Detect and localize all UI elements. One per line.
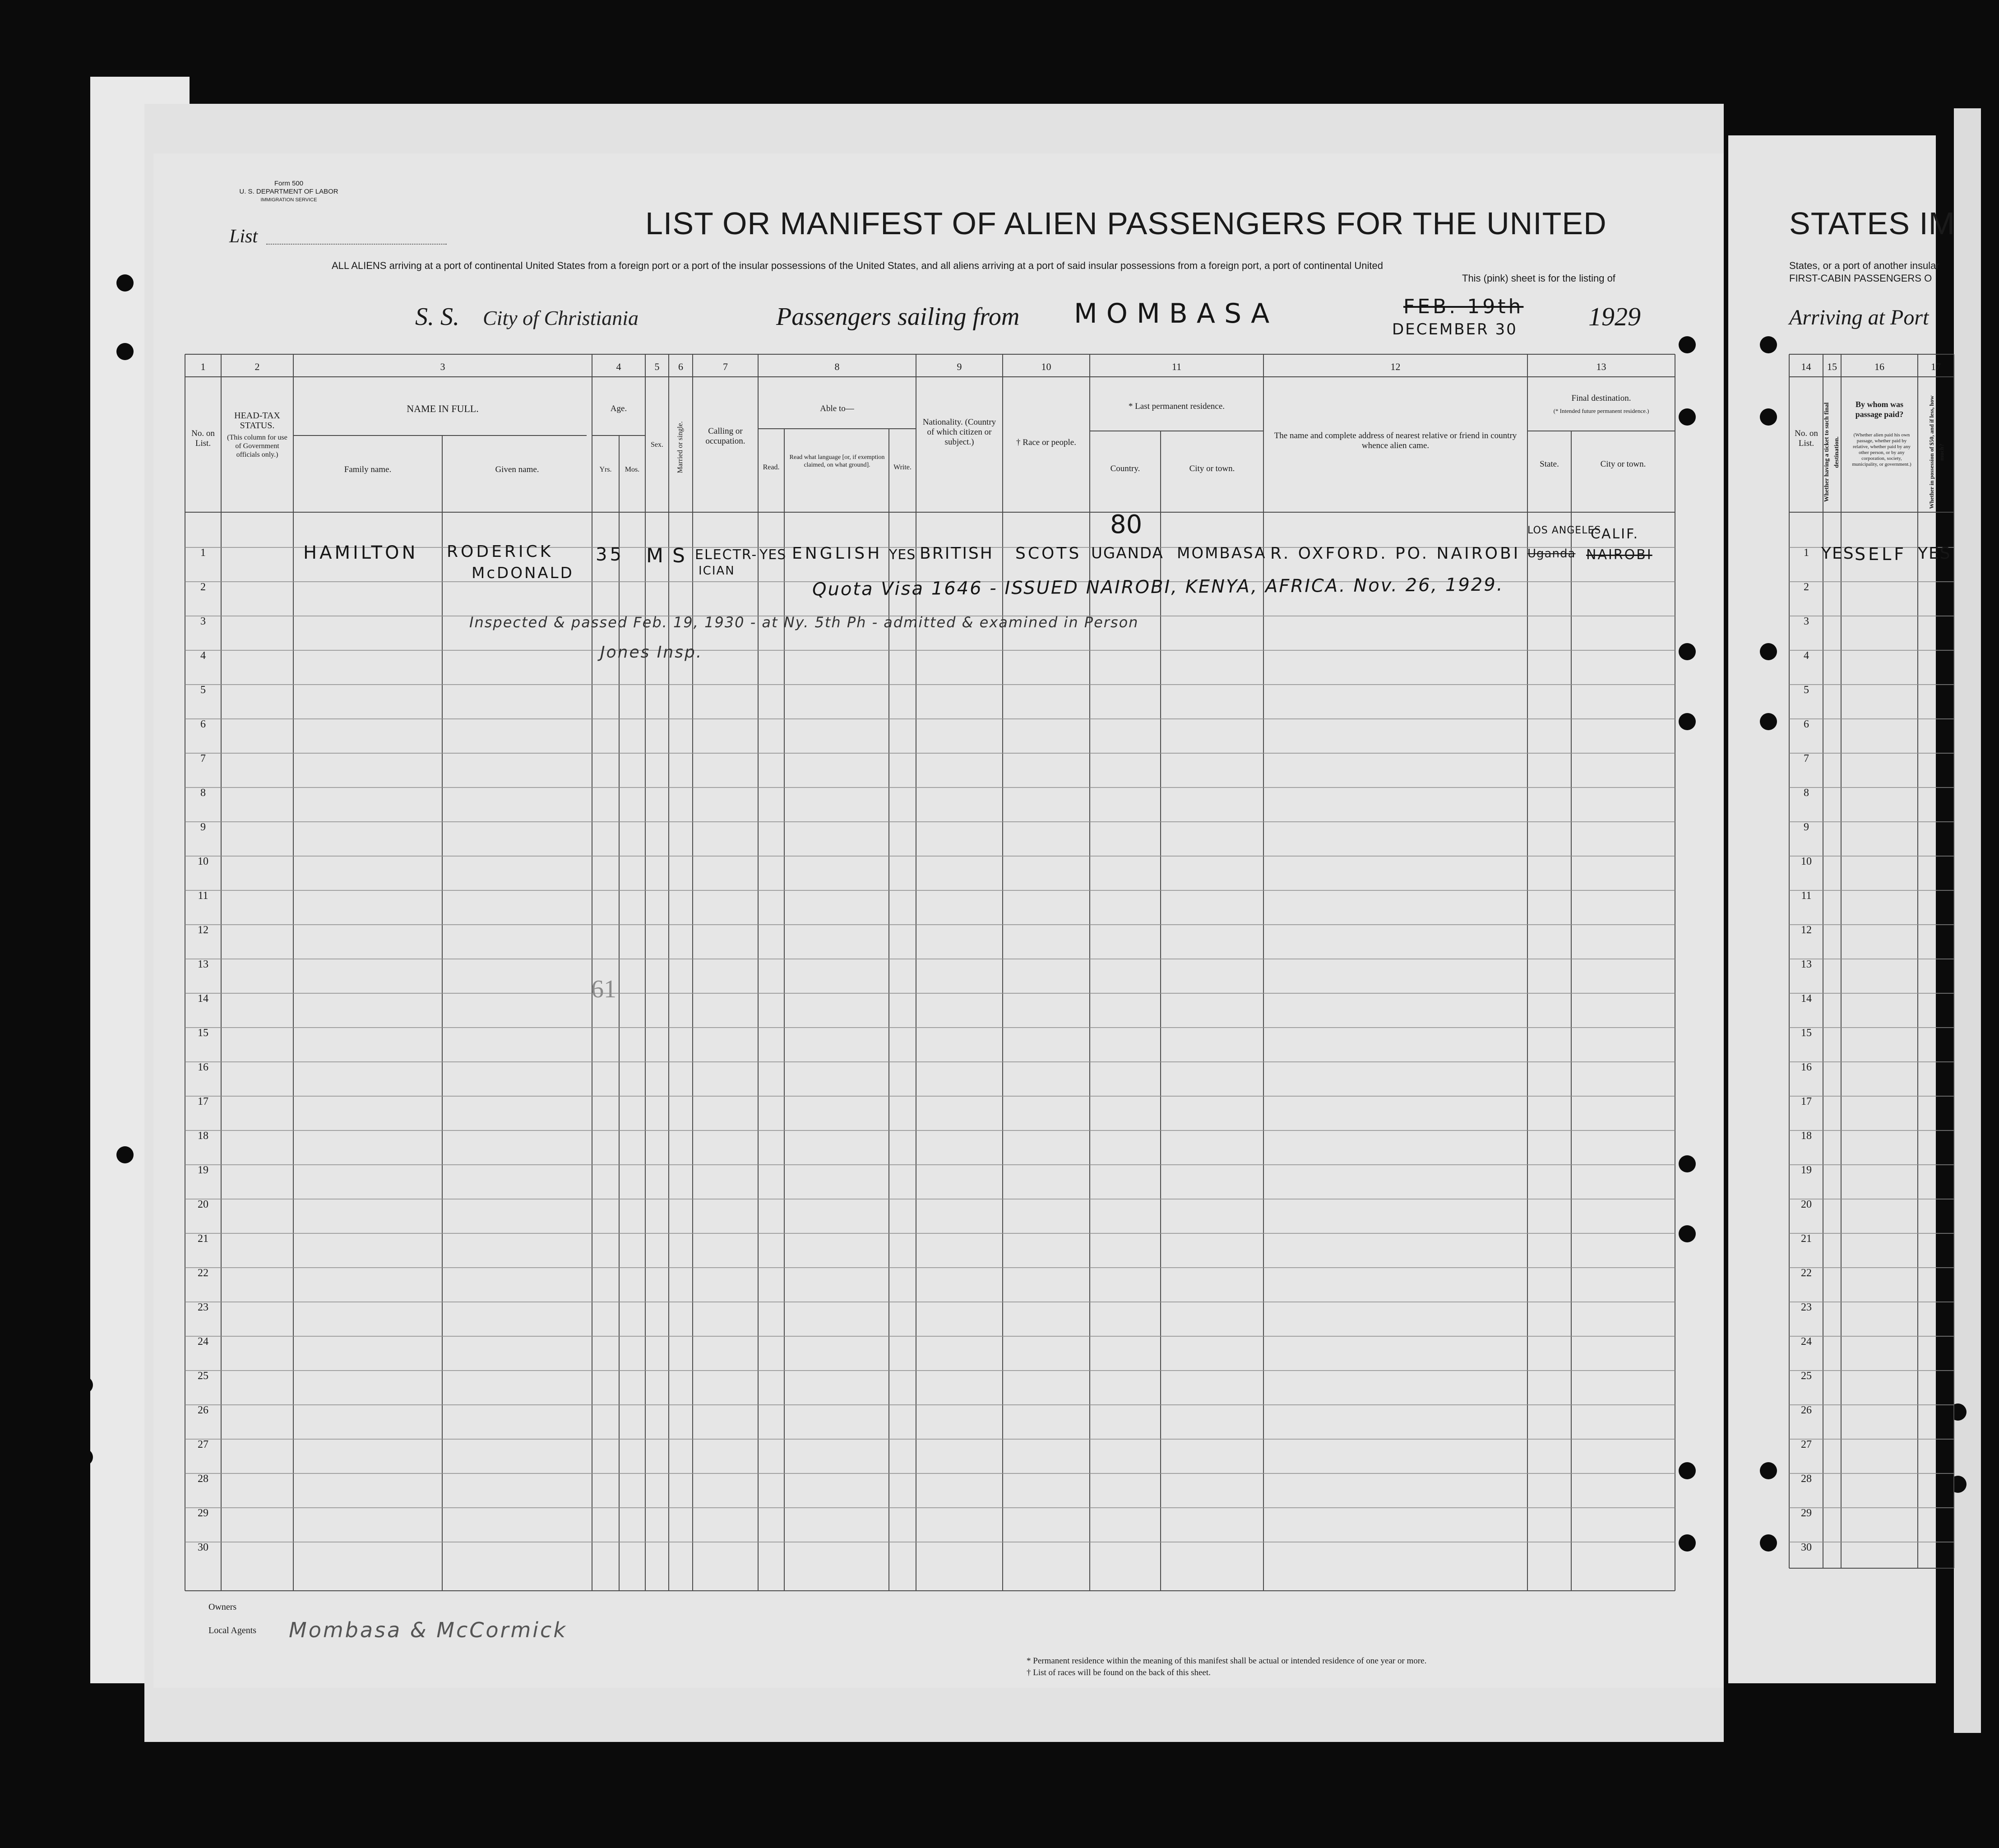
right-instructions-1: States, or a port of another insular bbox=[1789, 260, 1939, 271]
row-number: 5 bbox=[1804, 684, 1809, 696]
column-number: 1 bbox=[200, 361, 206, 372]
row-number: 12 bbox=[198, 924, 208, 936]
column-number: 4 bbox=[616, 361, 621, 372]
row-number: 27 bbox=[198, 1439, 208, 1450]
arriving-label: Arriving at Port bbox=[1789, 306, 1929, 329]
header-given-name: Given name. bbox=[495, 465, 539, 474]
passenger-paid-by: SELF bbox=[1855, 544, 1907, 564]
row-number: 19 bbox=[198, 1164, 208, 1176]
row-number: 6 bbox=[200, 718, 206, 730]
passenger-occupation-2: ICIAN bbox=[699, 564, 735, 578]
sailing-label: Passengers sailing from bbox=[776, 303, 1020, 331]
row-number: 4 bbox=[1804, 650, 1809, 662]
date-struck: FEB. 19th bbox=[1403, 295, 1524, 318]
row-number: 2 bbox=[200, 581, 206, 593]
passenger-ticket: YES bbox=[1821, 544, 1855, 563]
list-label: List bbox=[229, 226, 258, 247]
ss-label: S. S. bbox=[415, 303, 459, 331]
row-number: 25 bbox=[198, 1370, 208, 1382]
header-read-language: Read what language [or, if exemption claimed, on what ground]. bbox=[789, 454, 885, 468]
header-no-on-list-right: No. on List. bbox=[1795, 429, 1818, 448]
row-number: 8 bbox=[1804, 787, 1809, 799]
row-number: 11 bbox=[198, 890, 208, 902]
passenger-city: MOMBASA bbox=[1177, 544, 1267, 562]
passenger-dest-state-struck: Uganda bbox=[1527, 547, 1576, 560]
column-number: 6 bbox=[678, 361, 683, 372]
local-agents-label: Local Agents bbox=[208, 1626, 257, 1635]
row-number: 5 bbox=[200, 684, 206, 696]
header-read: Read. bbox=[763, 463, 780, 471]
manifest-title-continuation: STATES IM bbox=[1789, 206, 1956, 241]
row-number: 2 bbox=[1804, 581, 1809, 593]
row-number: 30 bbox=[1801, 1542, 1812, 1553]
row-number: 10 bbox=[1801, 856, 1812, 867]
port-of-departure: MOMBASA bbox=[1074, 298, 1279, 329]
column-number: 14 bbox=[1801, 361, 1811, 372]
row-number: 17 bbox=[198, 1096, 208, 1107]
row-number: 1 bbox=[1804, 547, 1809, 559]
row-number: 14 bbox=[1801, 993, 1812, 1005]
header-yrs: Yrs. bbox=[599, 466, 612, 473]
header-name-in-full: NAME IN FULL. bbox=[407, 403, 479, 414]
row-number: 22 bbox=[198, 1267, 208, 1279]
row-number: 18 bbox=[198, 1130, 208, 1142]
row-number: 28 bbox=[1801, 1473, 1812, 1485]
row-number: 3 bbox=[200, 616, 206, 627]
row-number: 7 bbox=[1804, 753, 1809, 764]
row-number: 18 bbox=[1801, 1130, 1812, 1142]
manifest-title: LIST OR MANIFEST OF ALIEN PASSENGERS FOR THE UNITED bbox=[645, 206, 1607, 241]
row-number: 28 bbox=[198, 1473, 208, 1485]
header-state: State. bbox=[1540, 459, 1559, 469]
passenger-annotation-80: 80 bbox=[1110, 510, 1143, 539]
row-number: 20 bbox=[198, 1199, 208, 1210]
row-number: 13 bbox=[198, 959, 208, 970]
passenger-write: YES bbox=[889, 547, 916, 563]
column-number: 7 bbox=[723, 361, 728, 372]
row-number: 20 bbox=[1801, 1199, 1812, 1210]
row-number: 12 bbox=[1801, 924, 1812, 936]
header-final-destination-note: (* Intended future permanent residence.) bbox=[1553, 408, 1649, 414]
row-number: 25 bbox=[1801, 1370, 1812, 1382]
row-number: 22 bbox=[1801, 1267, 1812, 1279]
header-age: Age. bbox=[610, 404, 627, 413]
column-number: 8 bbox=[834, 361, 840, 372]
inspector-signature: Jones Insp. bbox=[600, 643, 703, 662]
header-paid-note: (Whether alien paid his own passage, whether paid by relative, whether paid by any other person, or by any corporation, society, municipality, or government.) bbox=[1852, 432, 1911, 467]
passenger-sex: M bbox=[646, 544, 666, 567]
row-number: 23 bbox=[1801, 1301, 1812, 1313]
column-number: 13 bbox=[1596, 361, 1606, 372]
row-number: 29 bbox=[198, 1507, 208, 1519]
row-number: 4 bbox=[200, 650, 206, 662]
row-number: 14 bbox=[198, 993, 208, 1005]
row-number: 17 bbox=[1801, 1096, 1812, 1107]
header-family-name: Family name. bbox=[344, 465, 392, 474]
owners-label: Owners bbox=[208, 1602, 237, 1612]
row-number: 8 bbox=[200, 787, 206, 799]
department-label: U. S. DEPARTMENT OF LABOR bbox=[239, 188, 338, 195]
passenger-read: YES bbox=[759, 547, 787, 563]
row-number: 9 bbox=[1804, 821, 1809, 833]
right-instructions-2: FIRST-CABIN PASSENGERS O bbox=[1789, 273, 1932, 284]
passenger-country: UGANDA bbox=[1091, 544, 1164, 562]
passenger-given-name-2: McDONALD bbox=[472, 564, 574, 582]
row-number: 27 bbox=[1801, 1439, 1812, 1450]
passenger-family-name: HAMILTON bbox=[303, 542, 418, 563]
column-number: 2 bbox=[255, 361, 260, 372]
row-number: 16 bbox=[1801, 1061, 1812, 1073]
footnote-residence: * Permanent residence within the meaning of this manifest shall be actual or intended residence of one year or more. bbox=[1027, 1656, 1427, 1666]
row-number: 15 bbox=[198, 1027, 208, 1039]
passenger-dest-city: CALIF. bbox=[1591, 526, 1639, 542]
header-married: Married or single. bbox=[676, 421, 684, 473]
header-country: Country. bbox=[1110, 464, 1140, 473]
row-number: 6 bbox=[1804, 718, 1809, 730]
title-instructions-2: This (pink) sheet is for the listing of bbox=[1462, 273, 1615, 284]
passenger-occupation: ELECTR- bbox=[695, 547, 758, 563]
column-number: 17 bbox=[1931, 361, 1941, 372]
row-number: 3 bbox=[1804, 616, 1809, 627]
header-fifty-dollars: Whether in possession of $50, and if less, how much? bbox=[1928, 395, 1945, 509]
row-number: 1 bbox=[200, 547, 206, 559]
header-final-destination: Final destination. bbox=[1571, 394, 1631, 403]
row-number: 10 bbox=[198, 856, 208, 867]
row-number: 30 bbox=[198, 1542, 208, 1553]
header-calling: Calling or occupation. bbox=[705, 426, 745, 446]
row-number: 19 bbox=[1801, 1164, 1812, 1176]
sailing-year: 1929 bbox=[1588, 302, 1641, 331]
column-number: 3 bbox=[440, 361, 445, 372]
sailing-date: DECEMBER 30 bbox=[1392, 320, 1518, 338]
footnote-races: † List of races will be found on the back of this sheet. bbox=[1027, 1668, 1211, 1677]
column-number: 10 bbox=[1041, 361, 1051, 372]
row-number: 11 bbox=[1801, 890, 1812, 902]
passenger-nationality: BRITISH bbox=[920, 544, 994, 563]
column-number: 9 bbox=[957, 361, 962, 372]
passenger-given-name: RODERICK bbox=[447, 542, 554, 561]
row-number: 26 bbox=[198, 1404, 208, 1416]
passenger-language: ENGLISH bbox=[792, 544, 883, 563]
service-label: IMMIGRATION SERVICE bbox=[260, 197, 317, 203]
passenger-dest-city-struck: NAIROBI bbox=[1586, 547, 1652, 563]
column-number: 5 bbox=[654, 361, 660, 372]
passenger-dest-state: LOS ANGELES bbox=[1527, 525, 1601, 536]
ship-name: City of Christiania bbox=[483, 306, 639, 329]
row-number: 24 bbox=[198, 1336, 208, 1348]
title-instructions-1: ALL ALIENS arriving at a port of continental United States from a foreign port or a port of the insular possessions of the United States, and all aliens arriving at a port of said insular possessions from a foreign port, a port of continental United bbox=[332, 260, 1384, 271]
header-race: † Race or people. bbox=[1016, 438, 1076, 447]
header-city-town: City or town. bbox=[1600, 459, 1646, 469]
row-number: 23 bbox=[198, 1301, 208, 1313]
column-number: 12 bbox=[1390, 361, 1401, 372]
header-nationality: Nationality. (Country of which citizen or subject.) bbox=[922, 417, 996, 447]
passenger-marital: S bbox=[672, 544, 688, 567]
passenger-age: 35 bbox=[596, 544, 624, 565]
row-number: 16 bbox=[198, 1061, 208, 1073]
header-city: City or town. bbox=[1189, 464, 1235, 473]
header-mos: Mos. bbox=[625, 466, 640, 473]
header-sex: Sex. bbox=[651, 441, 663, 449]
passenger-race: SCOTS bbox=[1015, 544, 1082, 563]
admission-annotation: Inspected & passed Feb. 19, 1930 - at Ny. 5th Ph - admitted & examined in Person bbox=[469, 614, 1139, 631]
faint-stamp: 61 bbox=[591, 975, 616, 1003]
header-write: Write. bbox=[893, 463, 912, 471]
passenger-fifty-dollars: YES bbox=[1918, 544, 1951, 563]
header-relative: The name and complete address of nearest relative or friend in country whence alien came. bbox=[1274, 431, 1517, 450]
column-number: 15 bbox=[1827, 361, 1837, 372]
row-number: 26 bbox=[1801, 1404, 1812, 1416]
column-number: 11 bbox=[1171, 361, 1182, 372]
header-head-tax-note: (This column for use of Government officials only.) bbox=[227, 434, 287, 459]
header-last-residence: * Last permanent residence. bbox=[1128, 402, 1225, 411]
local-agents-signature: Mombasa & McCormick bbox=[289, 1618, 567, 1642]
header-paid-by: By whom was passage paid? bbox=[1855, 400, 1904, 419]
header-able-to: Able to— bbox=[820, 404, 854, 413]
row-number: 9 bbox=[200, 821, 206, 833]
row-number: 15 bbox=[1801, 1027, 1812, 1039]
header-ticket: Whether having a ticket to such final destination. bbox=[1823, 402, 1840, 502]
passenger-relative: R. OXFORD. PO. NAIROBI bbox=[1270, 544, 1521, 563]
form-number: Form 500 bbox=[274, 180, 304, 187]
column-number: 16 bbox=[1874, 361, 1884, 372]
header-no-on-list: No. on List. bbox=[191, 429, 215, 448]
row-number: 24 bbox=[1801, 1336, 1812, 1348]
row-number: 13 bbox=[1801, 959, 1812, 970]
row-number: 21 bbox=[198, 1233, 208, 1245]
header-head-tax: HEAD-TAX STATUS. bbox=[234, 411, 280, 431]
row-number: 29 bbox=[1801, 1507, 1812, 1519]
row-number: 7 bbox=[200, 753, 206, 764]
visa-annotation: Quota Visa 1646 - ISSUED NAIROBI, KENYA, AFRICA. Nov. 26, 1929. bbox=[812, 574, 1504, 600]
row-number: 21 bbox=[1801, 1233, 1812, 1245]
